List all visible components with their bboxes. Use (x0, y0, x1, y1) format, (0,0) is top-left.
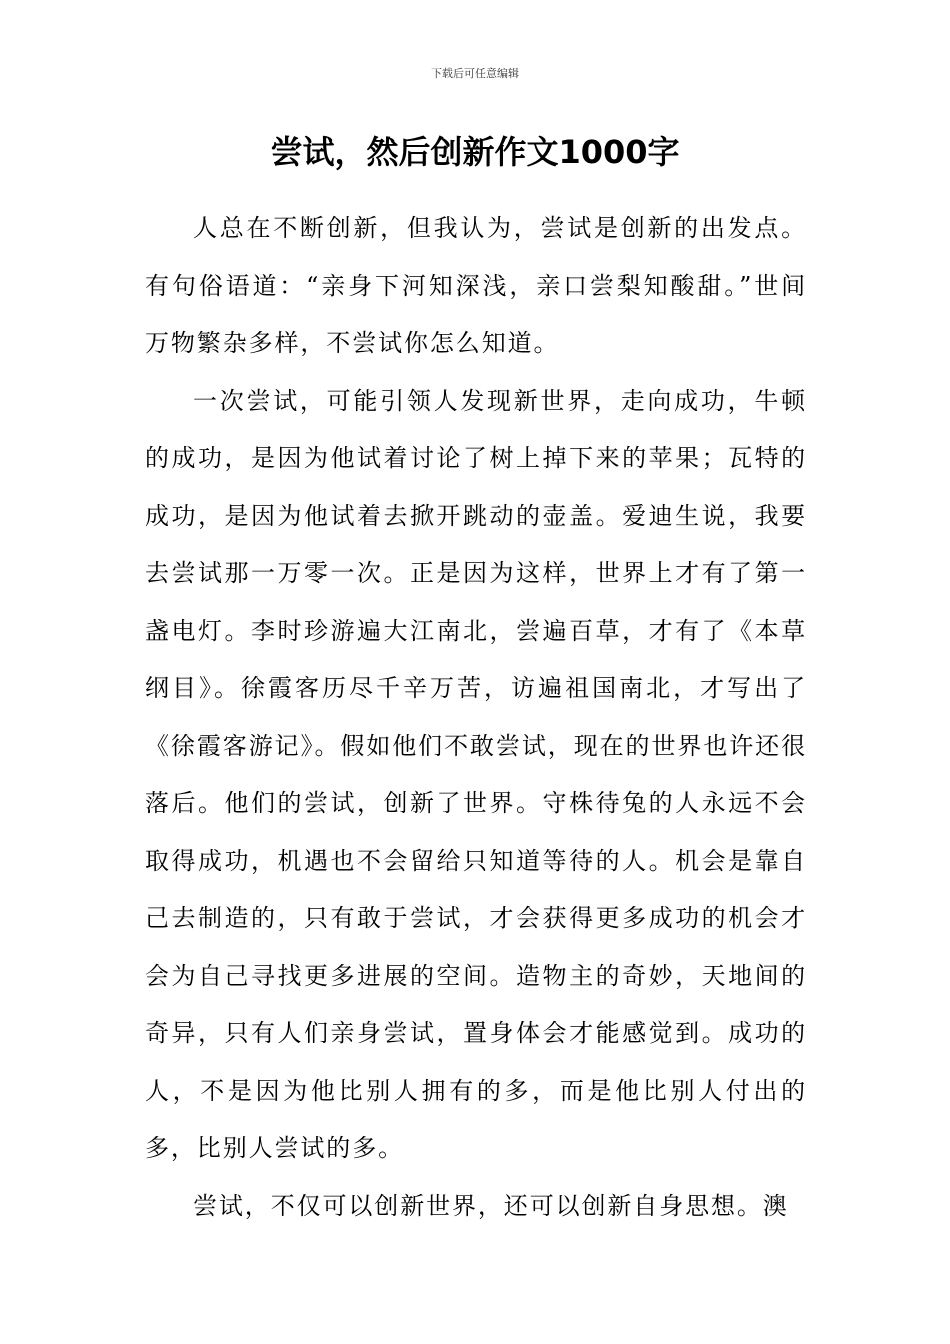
document-body (145, 200, 807, 1235)
paragraph-3: 尝试，不仅可以创新世界，还可以创新自身思想。澳 (193, 1191, 789, 1220)
paragraph-2: 一次尝试，可能引领人发现新世界，走向成功，牛顿的成功，是因为他试着讨论了树上掉下来的苹果；瓦特的成功，是因为他试着去掀开跳动的壶盖。爱迪生说，我要去尝试那一万零一次。正是因为这样，世界上才有了第一盏电灯。李时珍游遍大江南北，尝遍百草，才有了《本草纲目》。徐霞客历尽千辛万苦，访遍祖国南北，才写出了《徐霞客游记》。假如他们不敢尝试，现在的世界也许还很落后。他们的尝试，创新了世界。守株待兔的人永远不会取得成功，机遇也不会留给只知道等待的人。机会是靠自己去制造的，只有敢于尝试，才会获得更多成功的机会才会为自己寻找更多进展的空间。造物主的奇妙，天地间的奇异，只有人们亲身尝试，置身体会才能感觉到。成功的人，不是因为他比别人拥有的多，而是他比别人付出的多，比别人尝试的多。 (145, 386, 807, 1162)
document-title: 尝试，然后创新作文1000字 (270, 133, 680, 171)
header-note: 下载后可任意编辑 (431, 67, 519, 80)
paragraph-1: 人总在不断创新，但我认为，尝试是创新的出发点。有句俗语道：“亲身下河知深浅，亲口尝梨知酸甜。”世间万物繁杂多样，不尝试你怎么知道。 (145, 214, 807, 357)
